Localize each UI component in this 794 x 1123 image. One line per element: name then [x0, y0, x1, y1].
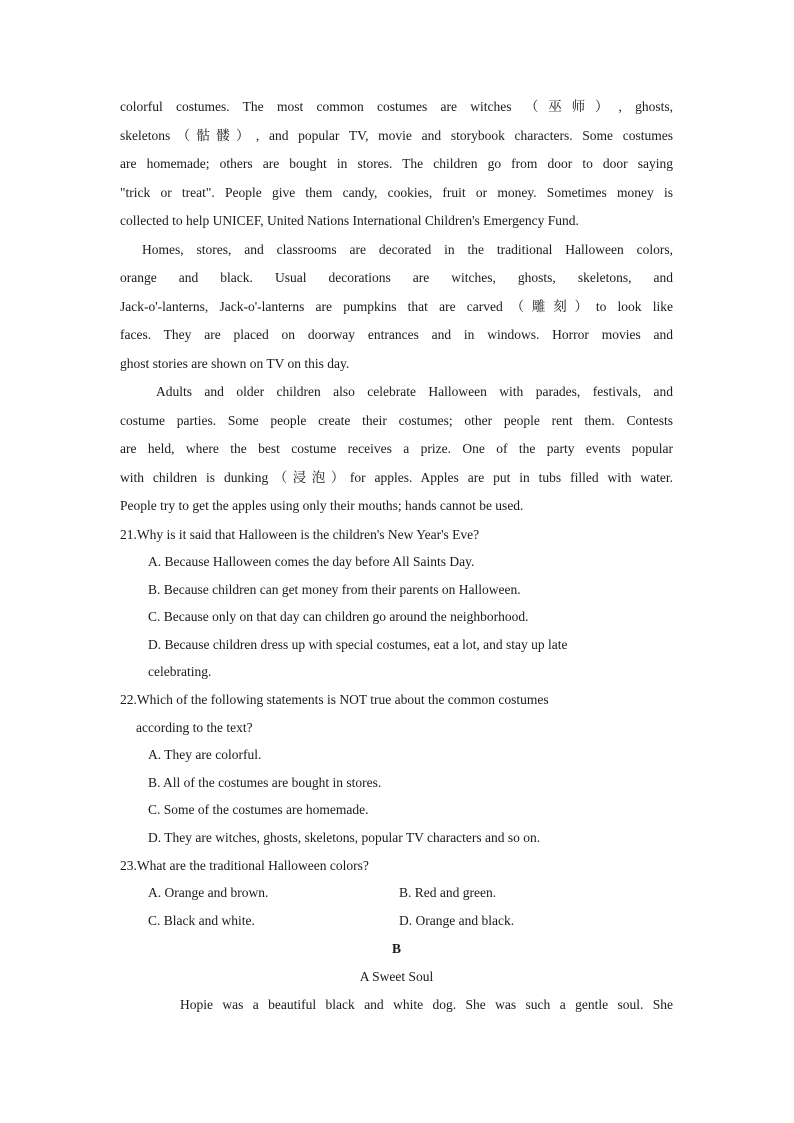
- option-a: A. Because Halloween comes the day before All Saints Day.: [148, 554, 475, 570]
- text-line: faces. They are placed on doorway entrances and in windows. Horror movies and: [120, 327, 673, 342]
- text-line: skeletons（骷髅）, and popular TV, movie and storybook characters. Some costumes: [120, 127, 673, 143]
- text-line: colorful costumes. The most common costumes are witches （巫师）, ghosts,: [120, 99, 673, 114]
- option-d: D. Because children dress up with special costumes, eat a lot, and stay up late: [148, 636, 568, 652]
- text-line: costume parties. Some people create their costumes; other people rent them. Contests: [120, 412, 673, 428]
- option-a: A. Orange and brown.: [148, 885, 269, 901]
- passage-a-paragraph-3: [120, 378, 673, 521]
- text-line: People try to get the apples using only their mouths; hands cannot be used.: [120, 498, 524, 513]
- text-line: collected to help UNICEF, United Nations International Children's Emergency Fund.: [120, 213, 579, 228]
- question-23: [120, 852, 673, 935]
- option-c: C. Black and white.: [148, 912, 255, 928]
- question-22: [120, 686, 673, 852]
- text-line: with children is dunking（浸泡）for apples. Apples are put in tubs filled with water.: [120, 469, 673, 485]
- passage-title: A Sweet Soul: [359, 969, 434, 984]
- text-line: are homemade; others are bought in stores. The children go from door to door saying: [120, 156, 673, 171]
- text-line: Homes, stores, and classrooms are decorated in the traditional Halloween colors,: [142, 241, 673, 257]
- text-line: Jack-o'-lanterns, Jack-o'-lanterns are pumpkins that are carved（雕刻）to look like: [120, 298, 673, 314]
- options-row-2: [148, 907, 673, 935]
- option-d-continued: celebrating.: [148, 664, 212, 680]
- text-line: Hopie was a beautiful black and white dog. She was such a gentle soul. She: [180, 997, 673, 1012]
- question-stem: 21.Why is it said that Halloween is the children's New Year's Eve?: [120, 526, 480, 542]
- text-line: are held, where the best costume receives a prize. One of the party events popular: [120, 441, 673, 456]
- document-page: [120, 93, 673, 1019]
- passage-a-paragraph-2: [120, 236, 673, 379]
- question-stem-continued: according to the text?: [136, 719, 253, 735]
- option-c: C. Because only on that day can children go around the neighborhood.: [148, 609, 529, 625]
- option-b: B. All of the costumes are bought in stores.: [148, 774, 382, 790]
- question-stem: 23.What are the traditional Halloween colors?: [120, 857, 369, 873]
- option-d: D. Orange and black.: [399, 912, 515, 928]
- passage-a-paragraph-1: [120, 93, 673, 236]
- text-line: orange and black. Usual decorations are witches, ghosts, skeletons, and: [120, 270, 673, 285]
- option-b: B. Red and green.: [399, 885, 497, 901]
- question-21: [120, 521, 673, 687]
- section-label: B: [391, 941, 401, 957]
- text-line: ghost stories are shown on TV on this day.: [120, 355, 350, 371]
- options-row-1: [148, 879, 673, 907]
- text-line: Adults and older children also celebrate Halloween with parades, festivals, and: [156, 384, 673, 399]
- option-d: D. They are witches, ghosts, skeletons, popular TV characters and so on.: [148, 830, 541, 846]
- option-a: A. They are colorful.: [148, 747, 262, 763]
- question-stem: 22.Which of the following statements is NOT true about the common costumes: [120, 692, 549, 708]
- option-b: B. Because children can get money from their parents on Halloween.: [148, 581, 521, 597]
- text-line: "trick or treat". People give them candy, cookies, fruit or money. Sometimes money is: [120, 184, 673, 200]
- option-c: C. Some of the costumes are homemade.: [148, 802, 369, 818]
